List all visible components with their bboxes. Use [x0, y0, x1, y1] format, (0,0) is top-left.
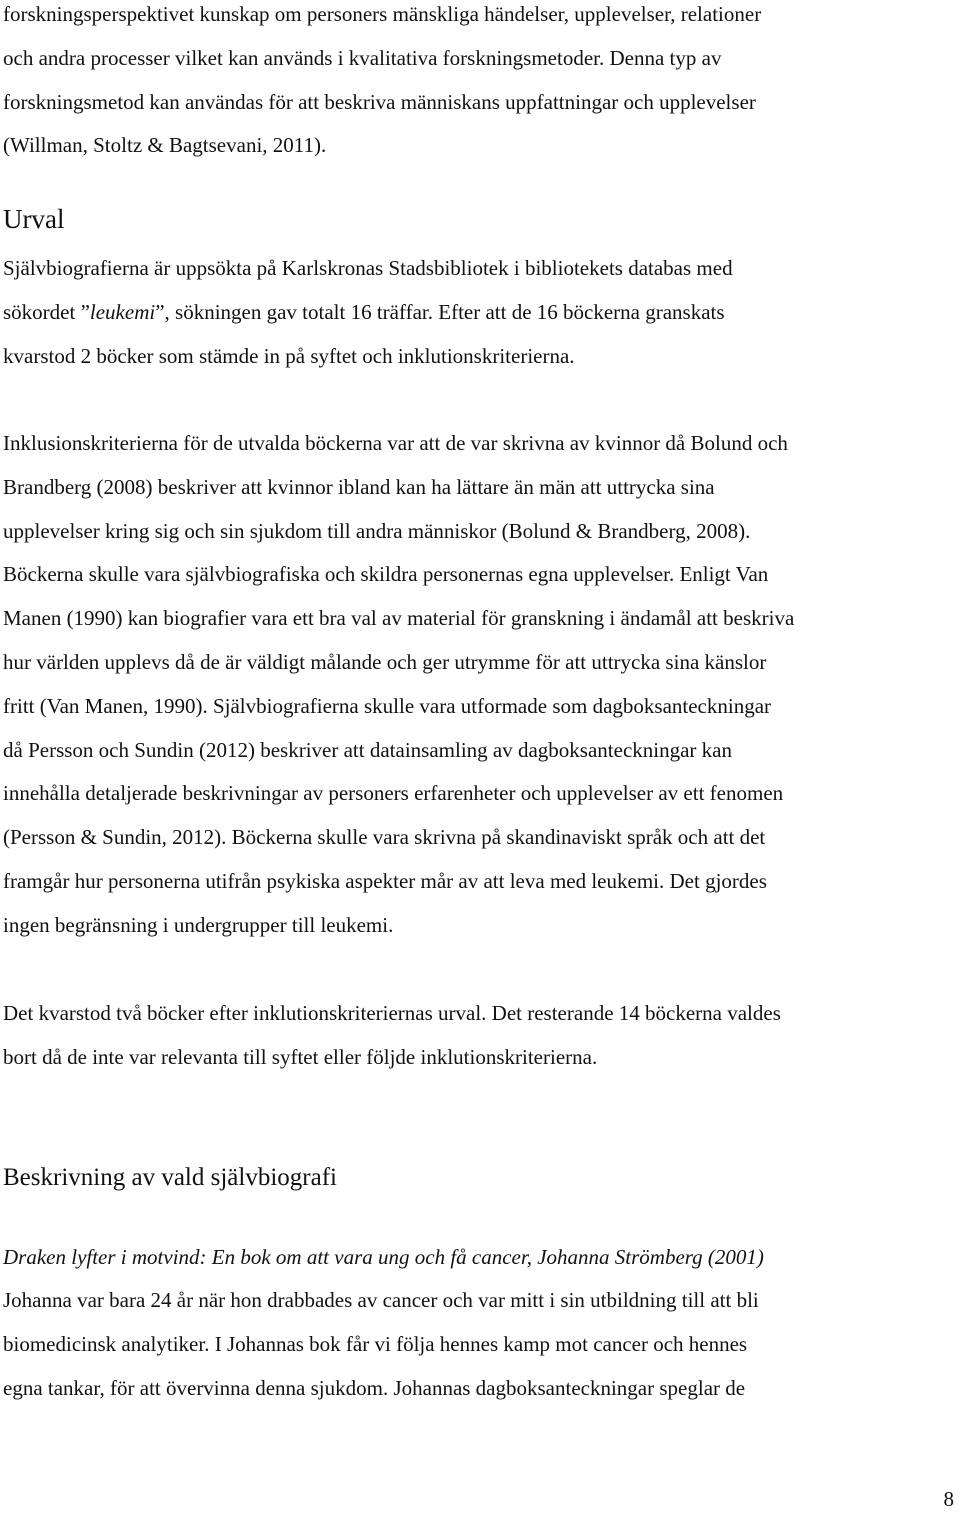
search-keyword: leukemi [89, 299, 156, 324]
text-line [3, 291, 955, 335]
text-line: kvarstod 2 böcker som stämde in på syftet och inklutionskriterierna. [3, 343, 575, 368]
section-heading-beskrivning: Beskrivning av vald självbiografi [3, 1164, 337, 1191]
text-line: Självbiografierna är uppsökta på Karlskronas Stadsbibliotek i bibliotekets databas med [3, 256, 733, 280]
text-fragment: sökordet ” [3, 299, 90, 324]
text-fragment: ”, sökningen gav totalt 16 träffar. Efter att de 16 böckerna granskats [155, 299, 725, 324]
text-line: framgår hur personerna utifrån psykiska aspekter mår av att leva med leukemi. Det gjordes [3, 868, 767, 893]
intro-paragraph [3, 0, 955, 168]
text-line: hur världen upplevs då de är väldigt målande och ger utrymme för att uttrycka sina känslor [3, 649, 767, 674]
text-line: Inklusionskriterierna för de utvalda böckerna var att de var skrivna av kvinnor då Bolund och [3, 431, 788, 455]
section-heading-urval: Urval [3, 204, 65, 234]
text-line: forskningsperspektivet kunskap om personers mänskliga händelser, upplevelser, relationer [3, 2, 762, 26]
urval-paragraph-2 [3, 422, 955, 948]
text-line: ingen begränsning i undergrupper till leukemi. [3, 912, 394, 937]
text-line: fritt (Van Manen, 1990). Självbiografierna skulle vara utformade som dagboksanteckningar [3, 693, 772, 718]
urval-paragraph-3 [3, 992, 955, 1080]
page-number: 8 [943, 1487, 954, 1511]
text-line: Böckerna skulle vara självbiografiska och skildra personernas egna upplevelser. Enligt Van [3, 562, 769, 587]
text-line: Brandberg (2008) beskriver att kvinnor ibland kan ha lättare än män att uttrycka sina [3, 474, 715, 499]
text-line: upplevelser kring sig och sin sjukdom till andra människor (Bolund & Brandberg, 2008). [3, 518, 751, 543]
text-line: (Persson & Sundin, 2012). Böckerna skulle vara skrivna på skandinaviskt språk och att det [3, 825, 766, 850]
text-line: biomedicinsk analytiker. I Johannas bok får vi följa hennes kamp mot cancer och hennes [3, 1331, 748, 1356]
text-line: (Willman, Stoltz & Bagtsevani, 2011). [3, 133, 327, 158]
beskrivning-paragraph [3, 1279, 955, 1410]
text-line: innehålla detaljerade beskrivningar av personers erfarenheter och upplevelser av ett fenomen [3, 781, 784, 806]
urval-paragraph-1 [3, 247, 955, 378]
text-line: bort då de inte var relevanta till syftet eller följde inklutionskriterierna. [3, 1044, 598, 1069]
text-line: egna tankar, för att övervinna denna sjukdom. Johannas dagboksanteckningar speglar de [3, 1375, 746, 1400]
book-title: Draken lyfter i motvind: En bok om att vara ung och få cancer, Johanna Strömberg (2001) [3, 1245, 764, 1269]
text-line: forskningsmetod kan användas för att beskriva människans uppfattningar och upplevelser [3, 89, 756, 114]
text-line: Manen (1990) kan biografier vara ett bra val av material för granskning i ändamål att beskriva [3, 606, 795, 631]
text-line: Johanna var bara 24 år när hon drabbades av cancer och var mitt i sin utbildning till att bli [3, 1288, 759, 1312]
text-line: och andra processer vilket kan används i kvalitativa forskningsmetoder. Denna typ av [3, 45, 722, 70]
text-line: Det kvarstod två böcker efter inklutionskriteriernas urval. Det resterande 14 böckerna valdes [3, 1001, 781, 1025]
text-line: då Persson och Sundin (2012) beskriver att datainsamling av dagboksanteckningar kan [3, 737, 732, 762]
